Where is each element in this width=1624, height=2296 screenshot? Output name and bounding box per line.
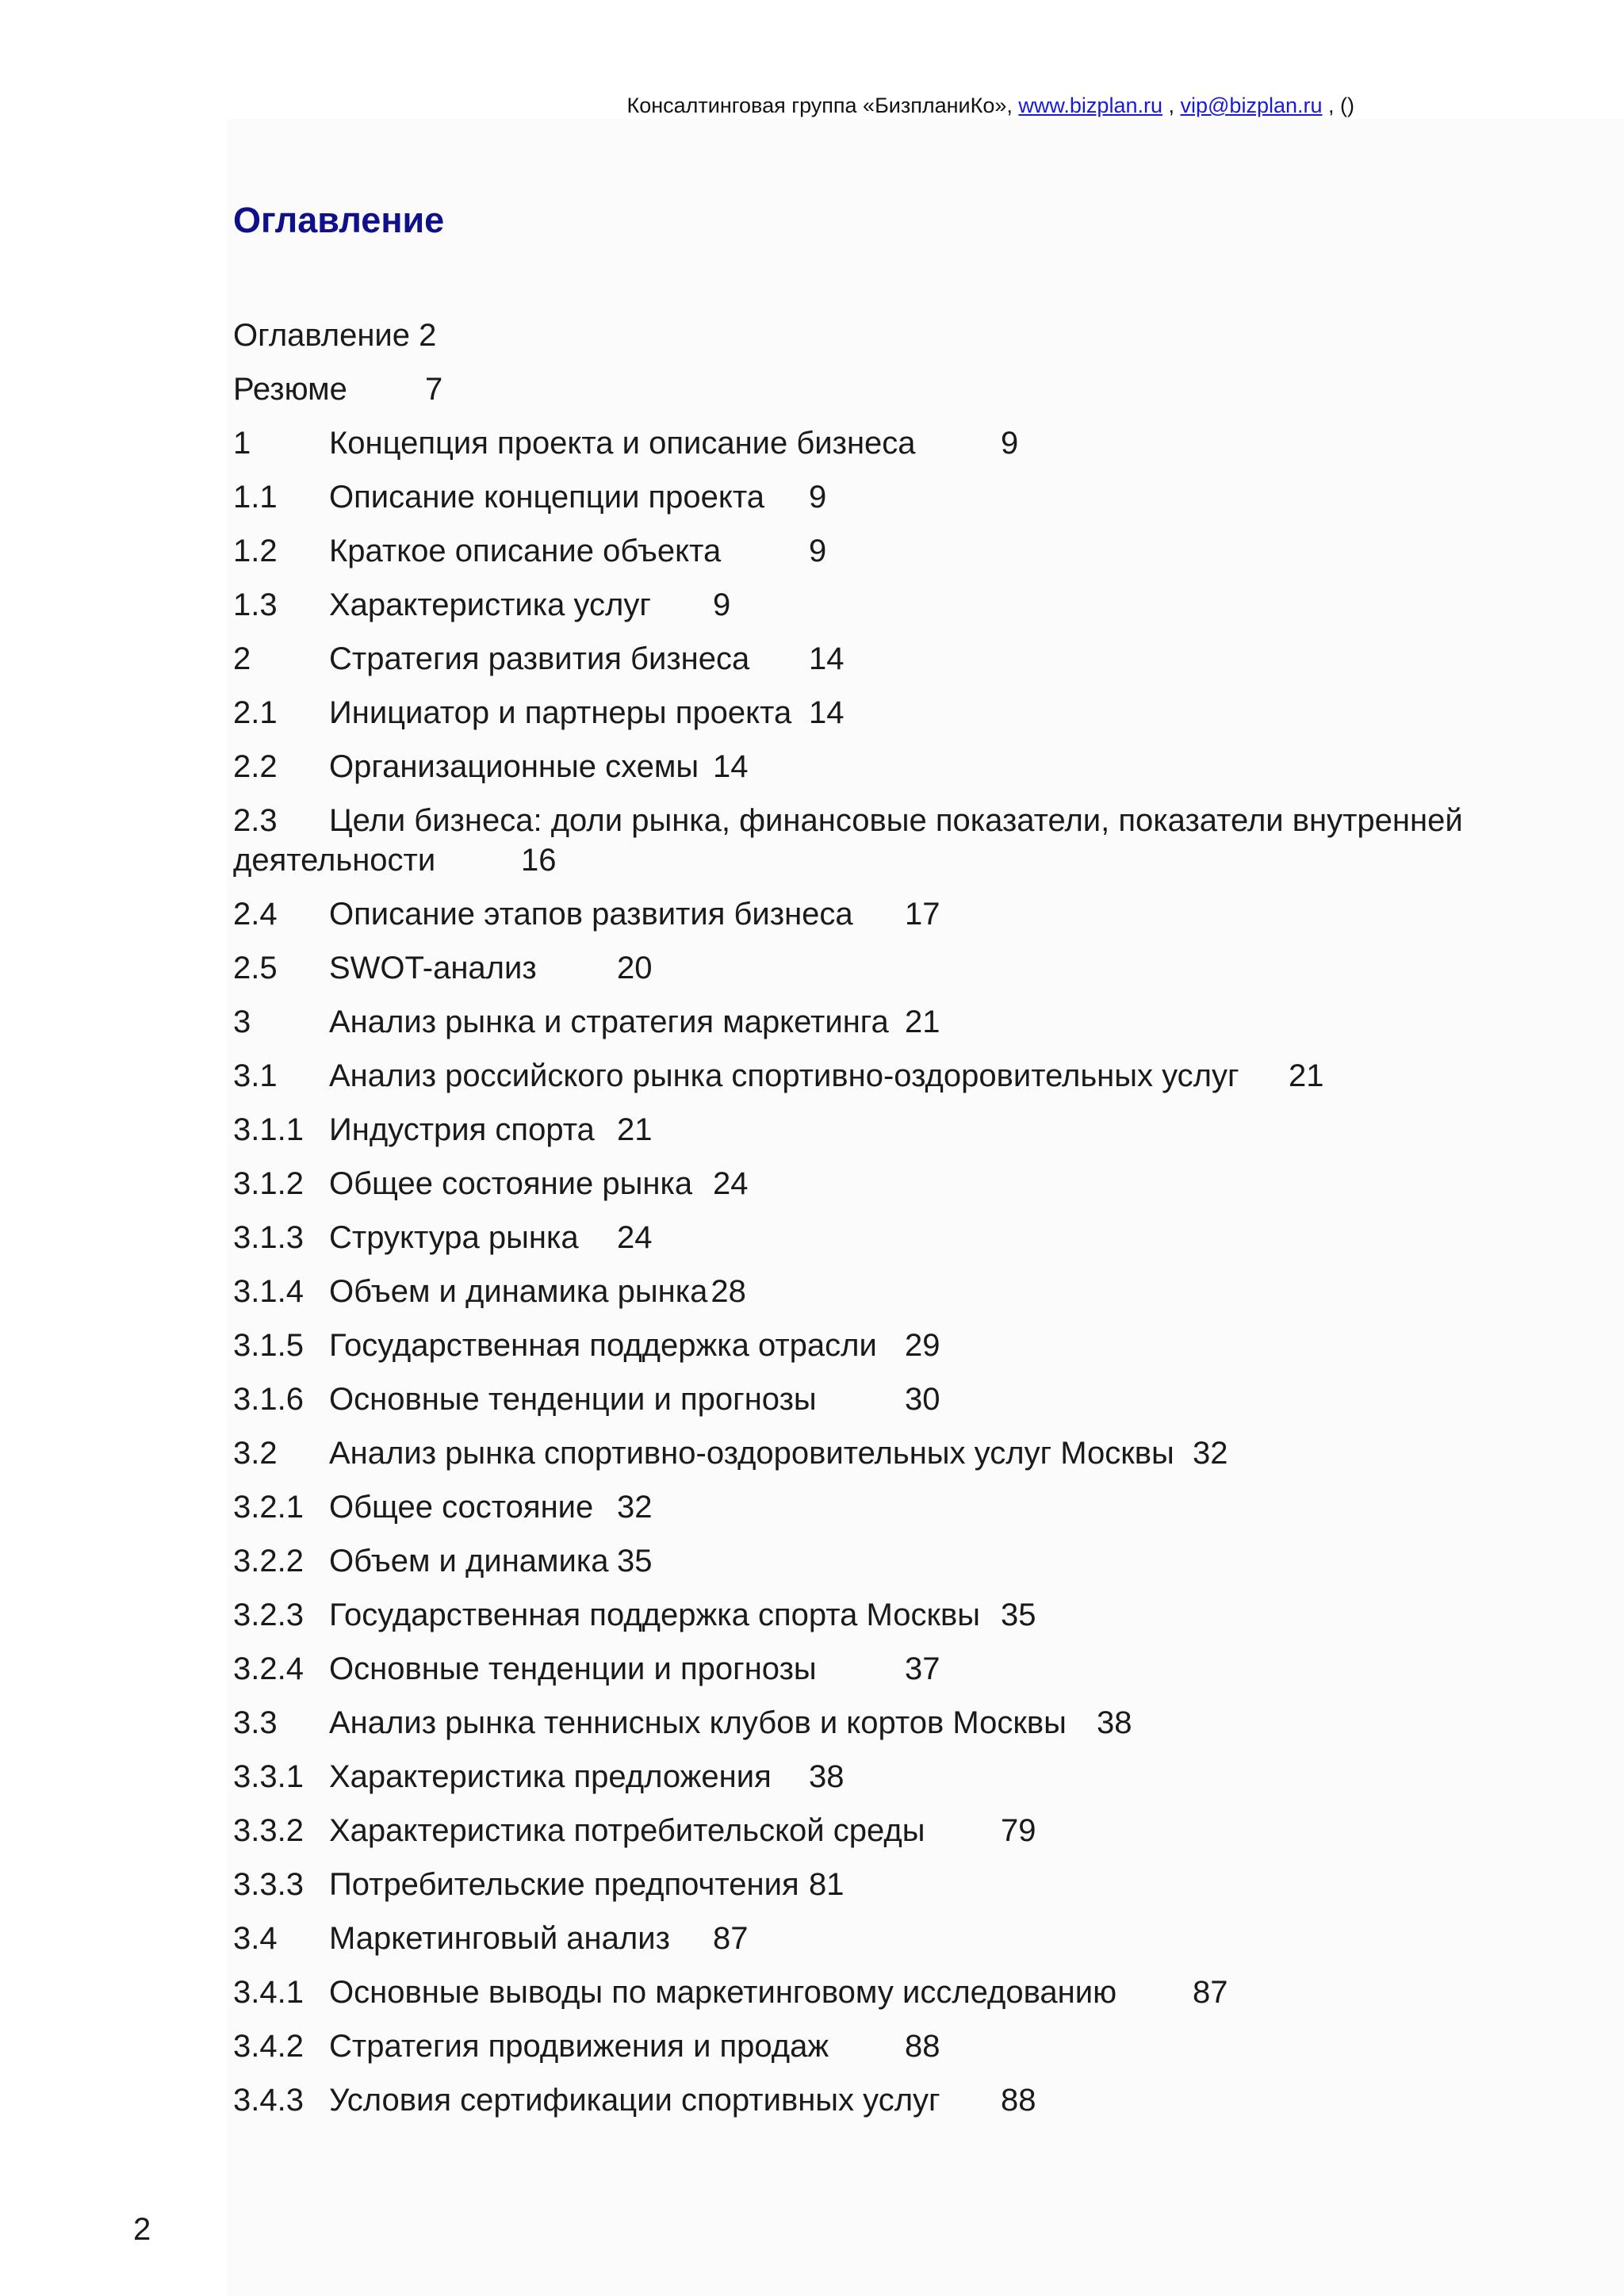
toc-entry-title: Стратегия продвижения и продаж bbox=[329, 2029, 829, 2064]
toc-entry-title: Объем и динамика рынка bbox=[329, 1274, 708, 1309]
toc-entry-number: 3.1 bbox=[233, 1058, 278, 1093]
toc-entry[interactable] bbox=[233, 1218, 1534, 1272]
toc-entry-page: 9 bbox=[713, 587, 731, 622]
toc-entry-number: 3.1.5 bbox=[233, 1328, 304, 1363]
toc-entry[interactable] bbox=[233, 1380, 1534, 1433]
toc-entry-number: 2.3 bbox=[233, 803, 278, 838]
toc-entry-title: Цели бизнеса: доли рынка, финансовые показатели, показатели внутренней деятельности bbox=[233, 803, 1463, 878]
toc-entry-title: Потребительские предпочтения bbox=[329, 1867, 799, 1902]
toc-entry[interactable] bbox=[233, 1649, 1534, 1703]
toc-entry-page: 81 bbox=[809, 1867, 845, 1902]
toc-entry-page: 21 bbox=[1289, 1058, 1324, 1093]
toc-entry-page: 14 bbox=[713, 749, 749, 784]
toc-entry-page: 38 bbox=[1097, 1705, 1132, 1740]
toc-entry-page: 14 bbox=[809, 641, 845, 676]
toc-entry-page: 32 bbox=[617, 1490, 653, 1525]
toc-entry[interactable] bbox=[233, 2080, 1534, 2134]
toc-entry-title: Характеристика услуг bbox=[329, 587, 651, 622]
toc-entry-number: 3.4.1 bbox=[233, 1975, 304, 2010]
toc-entry-page: 16 bbox=[521, 843, 557, 878]
toc-entry-title: SWOT-анализ bbox=[329, 951, 537, 985]
page-header bbox=[0, 94, 1354, 118]
toc-entry-number: 3.3.3 bbox=[233, 1867, 304, 1902]
toc-entry-number: 3.4 bbox=[233, 1921, 278, 1956]
toc-entry-number: 1.1 bbox=[233, 480, 278, 515]
toc-entry-title: Структура рынка bbox=[329, 1220, 579, 1255]
email-link[interactable]: vip@bizplan.ru bbox=[1180, 94, 1323, 117]
toc-entry[interactable] bbox=[233, 1272, 1534, 1326]
toc-entry[interactable] bbox=[233, 369, 1534, 423]
toc-entry-page: 17 bbox=[905, 897, 940, 932]
toc-entry-page: 14 bbox=[809, 695, 845, 730]
toc-entry[interactable] bbox=[233, 1110, 1534, 1164]
toc-entry-page: 9 bbox=[1001, 426, 1019, 461]
toc-entry[interactable] bbox=[233, 801, 1534, 894]
toc-entry-page: 38 bbox=[809, 1759, 845, 1794]
toc-entry-number: 3.2 bbox=[233, 1436, 278, 1471]
toc-entry[interactable] bbox=[233, 1595, 1534, 1649]
toc-entry[interactable] bbox=[233, 423, 1534, 477]
toc-entry-title: Маркетинговый анализ bbox=[329, 1921, 670, 1956]
toc-entry[interactable] bbox=[233, 1433, 1534, 1487]
toc-entry[interactable] bbox=[233, 693, 1534, 747]
toc-entry-title: Стратегия развития бизнеса bbox=[329, 641, 750, 676]
toc-entry-title: Индустрия спорта bbox=[329, 1112, 595, 1147]
toc-entry-title: Инициатор и партнеры проекта bbox=[329, 695, 792, 730]
toc-entry-page: 24 bbox=[617, 1220, 653, 1255]
toc-entry-title: Анализ российского рынка спортивно-оздоровительных услуг bbox=[329, 1058, 1239, 1093]
toc-entry-title: Государственная поддержка отрасли bbox=[329, 1328, 877, 1363]
toc-entry-title: Государственная поддержка спорта Москвы bbox=[329, 1598, 981, 1632]
toc-entry-title: Описание этапов развития бизнеса bbox=[329, 897, 853, 932]
toc-entry[interactable] bbox=[233, 1865, 1534, 1919]
toc-entry-page: 88 bbox=[1001, 2083, 1036, 2118]
toc-entry-number: 3 bbox=[233, 1004, 251, 1039]
toc-entry-title: Концепция проекта и описание бизнеса bbox=[329, 426, 916, 461]
toc-entry-title: Анализ рынка теннисных клубов и кортов Москвы bbox=[329, 1705, 1067, 1740]
toc-entry-number: 1.2 bbox=[233, 534, 278, 568]
toc-entry[interactable] bbox=[233, 1002, 1534, 1056]
toc-entry-title: Резюме bbox=[233, 372, 347, 407]
header-company: Консалтинговая группа «БизпланиКо», bbox=[626, 94, 1019, 117]
toc-entry-page: 30 bbox=[905, 1382, 940, 1417]
toc-entry[interactable] bbox=[233, 1811, 1534, 1865]
toc-entry[interactable] bbox=[233, 894, 1534, 948]
toc-entry-number: 3.1.3 bbox=[233, 1220, 304, 1255]
header-suffix: , () bbox=[1322, 94, 1354, 117]
toc-entry-number: 3.1.1 bbox=[233, 1112, 304, 1147]
toc-entry[interactable] bbox=[233, 1973, 1534, 2026]
toc-entry-number: 3.2.3 bbox=[233, 1598, 304, 1632]
toc-entry-number: 3.1.6 bbox=[233, 1382, 304, 1417]
toc-entry-page: 20 bbox=[617, 951, 653, 985]
toc-entry-page: 35 bbox=[1001, 1598, 1036, 1632]
header-separator: , bbox=[1162, 94, 1181, 117]
toc-entry-title: Характеристика предложения bbox=[329, 1759, 772, 1794]
toc-entry-page: 87 bbox=[713, 1921, 749, 1956]
toc-entry-title: Описание концепции проекта bbox=[329, 480, 764, 515]
toc-entry-page: 35 bbox=[617, 1544, 653, 1578]
toc-entry[interactable] bbox=[233, 316, 1534, 369]
toc-entry[interactable] bbox=[233, 1541, 1534, 1595]
toc-entry[interactable] bbox=[233, 1056, 1534, 1110]
toc-entry[interactable] bbox=[233, 531, 1534, 585]
toc-entry-title: Оглавление 2 bbox=[233, 318, 437, 353]
toc-entry-number: 2.4 bbox=[233, 897, 278, 932]
toc-entry-number: 2 bbox=[233, 641, 251, 676]
toc-entry-title: Организационные схемы bbox=[329, 749, 699, 784]
toc-entry-page: 29 bbox=[905, 1328, 940, 1363]
toc-entry-page: 24 bbox=[713, 1166, 749, 1201]
toc-heading: Оглавление bbox=[233, 200, 445, 240]
toc-entry-number: 2.2 bbox=[233, 749, 278, 784]
toc-entry-title: Основные тенденции и прогнозы bbox=[329, 1382, 817, 1417]
toc-entry-number: 3.2.2 bbox=[233, 1544, 304, 1578]
toc-entry[interactable] bbox=[233, 1164, 1534, 1218]
toc-entry-page: 9 bbox=[809, 534, 827, 568]
toc-entry-title: Общее состояние bbox=[329, 1490, 594, 1525]
toc-entry-number: 2.5 bbox=[233, 951, 278, 985]
toc-entry-title: Характеристика потребительской среды bbox=[329, 1813, 925, 1848]
toc-entry-page: 88 bbox=[905, 2029, 940, 2064]
toc-entry-number: 3.3.1 bbox=[233, 1759, 304, 1794]
toc-entry[interactable] bbox=[233, 1326, 1534, 1380]
toc-entry-title: Основные выводы по маркетинговому исследованию bbox=[329, 1975, 1117, 2010]
toc-entry-number: 1.3 bbox=[233, 587, 278, 622]
toc-entry[interactable] bbox=[233, 639, 1534, 693]
toc-entry-title: Анализ рынка и стратегия маркетинга bbox=[329, 1004, 889, 1039]
site-link[interactable]: www.bizplan.ru bbox=[1018, 94, 1162, 117]
toc-entry-number: 3.1.4 bbox=[233, 1274, 304, 1309]
toc-entry[interactable] bbox=[233, 1703, 1534, 1757]
toc-entry-number: 1 bbox=[233, 426, 251, 461]
table-of-contents bbox=[233, 316, 1534, 2134]
toc-entry-page: 37 bbox=[905, 1651, 940, 1686]
toc-entry-page: 7 bbox=[425, 372, 443, 407]
toc-entry-title: Общее состояние рынка bbox=[329, 1166, 693, 1201]
toc-entry-page: 87 bbox=[1193, 1975, 1228, 2010]
page-number: 2 bbox=[133, 2212, 151, 2247]
toc-entry[interactable] bbox=[233, 1487, 1534, 1541]
toc-entry-page: 9 bbox=[809, 480, 827, 515]
toc-entry-number: 3.4.2 bbox=[233, 2029, 304, 2064]
toc-entry-title: Основные тенденции и прогнозы bbox=[329, 1651, 817, 1686]
toc-entry[interactable] bbox=[233, 585, 1534, 639]
toc-entry-number: 3.4.3 bbox=[233, 2083, 304, 2118]
toc-entry-title: Объем и динамика bbox=[329, 1544, 609, 1578]
toc-entry-number: 3.3.2 bbox=[233, 1813, 304, 1848]
toc-entry[interactable] bbox=[233, 1757, 1534, 1811]
toc-entry-page: 21 bbox=[905, 1004, 940, 1039]
toc-entry-title: Краткое описание объекта bbox=[329, 534, 722, 568]
toc-entry-number: 2.1 bbox=[233, 695, 278, 730]
toc-entry[interactable] bbox=[233, 747, 1534, 801]
toc-entry[interactable] bbox=[233, 1919, 1534, 1973]
toc-entry-page: 79 bbox=[1001, 1813, 1036, 1848]
toc-entry-page: 28 bbox=[710, 1274, 746, 1309]
toc-entry-page: 32 bbox=[1193, 1436, 1228, 1471]
toc-entry-title: Условия сертификации спортивных услуг bbox=[329, 2083, 940, 2118]
toc-entry-title: Анализ рынка спортивно-оздоровительных услуг Москвы bbox=[329, 1436, 1174, 1471]
toc-entry[interactable] bbox=[233, 477, 1534, 531]
toc-entry-number: 3.2.1 bbox=[233, 1490, 304, 1525]
toc-entry-page: 21 bbox=[617, 1112, 653, 1147]
toc-entry-number: 3.2.4 bbox=[233, 1651, 304, 1686]
toc-entry[interactable] bbox=[233, 2026, 1534, 2080]
toc-entry-number: 3.3 bbox=[233, 1705, 278, 1740]
toc-entry-number: 3.1.2 bbox=[233, 1166, 304, 1201]
toc-entry[interactable] bbox=[233, 948, 1534, 1002]
